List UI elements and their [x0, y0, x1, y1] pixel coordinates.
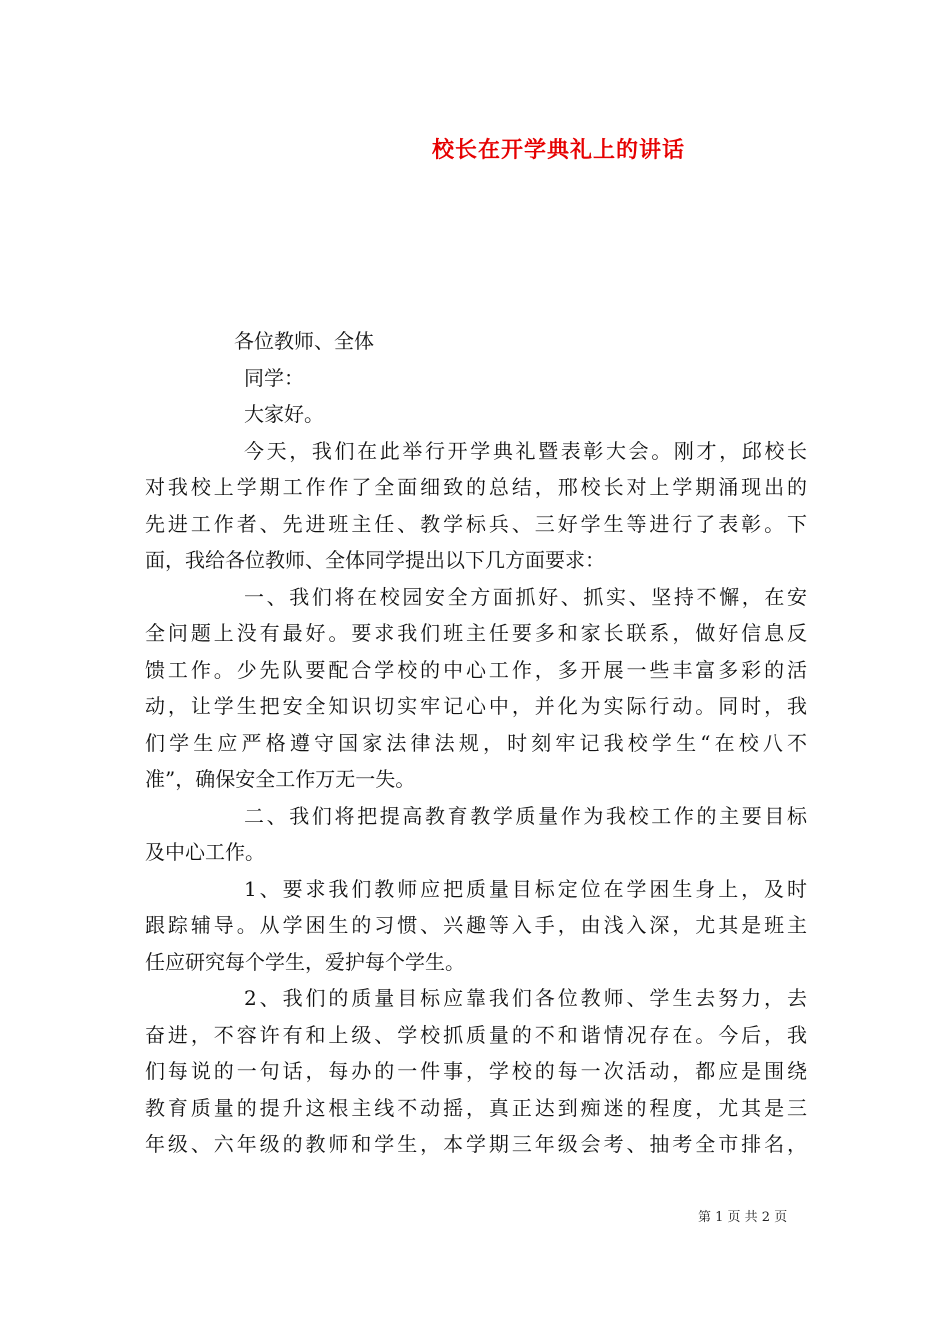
paragraph-line: 1、要求我们教师应把质量目标定位在学困生身上，及时	[244, 876, 807, 901]
paragraph-line: 今天，我们在此举行开学典礼暨表彰大会。刚才，邱校长	[244, 438, 807, 463]
paragraph-line: 二、我们将把提高教育教学质量作为我校工作的主要目标	[244, 803, 807, 828]
paragraph-line: 们学生应严格遵守国家法律法规，时刻牢记我校学生“在校八不	[145, 730, 807, 755]
paragraph-line: 全问题上没有最好。要求我们班主任要多和家长联系，做好信息反	[145, 621, 807, 645]
paragraph-line: 动，让学生把安全知识切实牢记心中，并化为实际行动。同时，我	[145, 694, 807, 718]
paragraph-line: 对我校上学期工作作了全面细致的总结，邢校长对上学期涌现出的	[145, 475, 807, 499]
document-title: 校长在开学典礼上的讲话	[432, 137, 686, 163]
paragraph-line: 2、我们的质量目标应靠我们各位教师、学生去努力，去	[244, 986, 807, 1010]
paragraph-line: 准”，确保安全工作万无一失。	[145, 767, 416, 791]
paragraph-line: 馈工作。少先队要配合学校的中心工作，多开展一些丰富多彩的活	[145, 657, 807, 682]
paragraph-line: 跟踪辅导。从学困生的习惯、兴趣等入手，由浅入深，尤其是班主	[145, 913, 807, 937]
paragraph-line: 奋进，不容许有和上级、学校抓质量的不和谐情况存在。今后，我	[145, 1022, 807, 1047]
paragraph-line: 一、我们将在校园安全方面抓好、抓实、坚持不懈，在安	[244, 584, 807, 609]
paragraph-line: 面，我给各位教师、全体同学提出以下几方面要求：	[145, 548, 605, 572]
paragraph-line: 们每说的一句话，每办的一件事，学校的每一次活动，都应是围绕	[145, 1059, 807, 1083]
paragraph-line: 及中心工作。	[145, 840, 265, 864]
paragraph-line: 年级、六年级的教师和学生，本学期三年级会考、抽考全市排名，	[145, 1132, 807, 1156]
paragraph-line: 任应研究每个学生，爱护每个学生。	[145, 949, 465, 974]
salutation-line-2: 同学：	[244, 365, 304, 390]
salutation-line-3: 大家好。	[244, 402, 324, 426]
paragraph-line: 先进工作者、先进班主任、教学标兵、三好学生等进行了表彰。下	[145, 511, 807, 536]
paragraph-line: 教育质量的提升这根主线不动摇，真正达到痴迷的程度，尤其是三	[145, 1095, 807, 1120]
salutation-line-1: 各位教师、全体	[234, 329, 374, 353]
document-body	[145, 323, 807, 1163]
page-number-footer: 第 1 页 共 2 页	[698, 1210, 788, 1225]
